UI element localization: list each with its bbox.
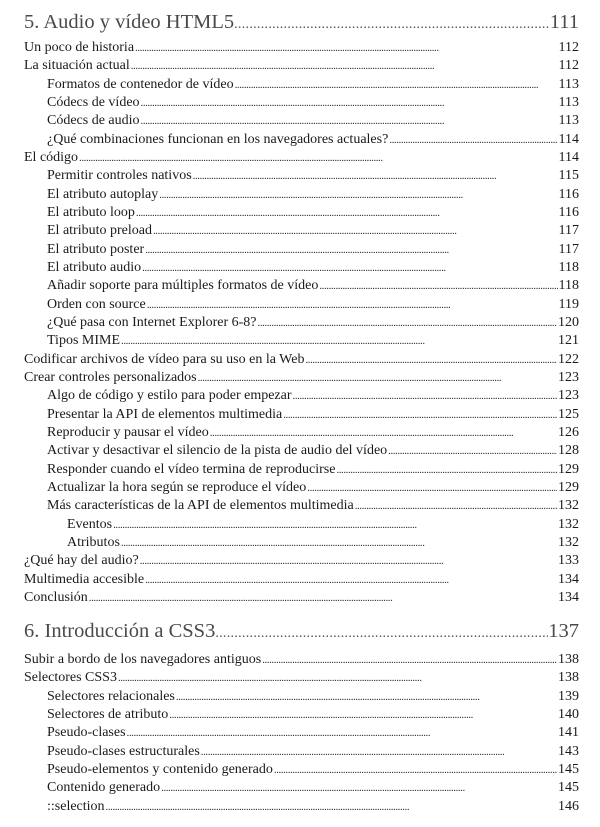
toc-entry xyxy=(24,94,579,112)
entry-title: ¿Qué hay del audio? xyxy=(24,552,140,570)
toc-entry xyxy=(24,688,579,706)
dot-leader xyxy=(283,406,557,424)
entry-title: ¿Qué combinaciones funcionan en los navegadores actuales? xyxy=(24,131,389,149)
toc-entry xyxy=(24,761,579,779)
entry-page: 134 xyxy=(558,571,579,587)
entry-page: 117 xyxy=(558,241,579,257)
entry-title: Eventos xyxy=(24,516,113,534)
entry-page: 122 xyxy=(558,351,579,367)
dot-leader xyxy=(389,131,557,149)
entry-page: 113 xyxy=(558,113,579,129)
dot-leader xyxy=(169,706,557,724)
toc-entry xyxy=(24,186,579,204)
dot-leader xyxy=(145,241,557,259)
toc-entry xyxy=(24,149,579,167)
entry-title: Actualizar la hora según se reproduce el vídeo xyxy=(24,479,307,497)
entry-title: El atributo audio xyxy=(24,259,142,277)
entry-page: 128 xyxy=(558,443,579,459)
dot-leader xyxy=(388,442,557,460)
entry-page: 129 xyxy=(558,461,579,477)
entry-title: Selectores relacionales xyxy=(24,688,176,706)
entry-title: Algo de código y estilo para poder empezar xyxy=(24,387,293,405)
dot-leader xyxy=(235,76,558,94)
chapter-title: 6. Introducción a CSS3 xyxy=(24,620,216,642)
dot-leader xyxy=(147,296,558,314)
toc-entry xyxy=(24,669,579,687)
dot-leader xyxy=(355,497,557,515)
entry-page: 112 xyxy=(558,40,579,55)
toc-entry xyxy=(24,259,579,277)
entry-title: Formatos de contenedor de vídeo xyxy=(24,76,235,94)
entry-page: 123 xyxy=(558,388,579,404)
chapter-title: 5. Audio y vídeo HTML5 xyxy=(24,11,235,33)
entry-title: Activar y desactivar el silencio de la pista de audio del vídeo xyxy=(24,442,388,460)
entry-title: Pseudo-clases xyxy=(24,724,127,742)
toc-entry xyxy=(24,76,579,94)
dot-leader xyxy=(141,112,558,130)
entry-page: 146 xyxy=(558,798,579,814)
entry-page: 113 xyxy=(558,76,579,92)
entry-title: El atributo autoplay xyxy=(24,186,159,204)
dot-leader xyxy=(106,798,557,816)
entry-title: Presentar la API de elementos multimedia xyxy=(24,406,283,424)
entry-title: Pseudo-elementos y contenido generado xyxy=(24,761,274,779)
entry-page: 123 xyxy=(558,369,579,385)
dot-leader xyxy=(79,149,557,167)
entry-page: 129 xyxy=(558,479,579,495)
toc-entry xyxy=(24,516,579,534)
entry-page: 112 xyxy=(558,58,579,74)
entry-title: El atributo poster xyxy=(24,241,145,259)
entry-title: Selectores de atributo xyxy=(24,706,169,724)
toc-entry xyxy=(24,534,579,552)
entry-title: Añadir soporte para múltiples formatos de vídeo xyxy=(24,277,319,295)
toc-entry xyxy=(24,497,579,515)
entry-page: 145 xyxy=(558,780,579,796)
toc-entry xyxy=(24,461,579,479)
dot-leader xyxy=(262,651,557,669)
dot-leader xyxy=(201,743,557,761)
toc-entry xyxy=(24,552,579,570)
entry-title: ¿Qué pasa con Internet Explorer 6-8? xyxy=(24,314,258,332)
entry-title: Un poco de historia xyxy=(24,39,135,57)
dot-leader xyxy=(198,369,557,387)
chapter-page: 111 xyxy=(549,11,579,33)
entry-page: 134 xyxy=(558,589,579,605)
entry-page: 138 xyxy=(558,652,579,667)
entry-page: 117 xyxy=(558,223,579,239)
toc-entry xyxy=(24,277,579,295)
toc-entry xyxy=(24,369,579,387)
dot-leader xyxy=(153,222,558,240)
toc-entry xyxy=(24,798,579,816)
entry-page: 140 xyxy=(558,706,579,722)
entry-page: 139 xyxy=(558,688,579,704)
toc-entry xyxy=(24,351,579,369)
toc-entry xyxy=(24,204,579,222)
dot-leader xyxy=(136,204,558,222)
dot-leader xyxy=(176,688,557,706)
entry-title: Reproducir y pausar el vídeo xyxy=(24,424,210,442)
toc-entry xyxy=(24,406,579,424)
toc-entry xyxy=(24,724,579,742)
entry-page: 115 xyxy=(558,168,579,184)
entry-title: Codificar archivos de vídeo para su uso en la Web xyxy=(24,351,305,369)
toc-entry xyxy=(24,387,579,405)
entry-page: 145 xyxy=(558,761,579,777)
entry-page: 119 xyxy=(558,296,579,312)
entry-page: 113 xyxy=(558,94,579,110)
dot-leader xyxy=(113,516,557,534)
dot-leader xyxy=(159,186,557,204)
dot-leader xyxy=(234,11,550,36)
dot-leader xyxy=(193,167,558,185)
dot-leader xyxy=(142,259,557,277)
toc-entry xyxy=(24,779,579,797)
entry-title: La situación actual xyxy=(24,57,131,75)
dot-leader xyxy=(121,534,557,552)
entry-title: Códecs de audio xyxy=(24,112,141,130)
entry-title: Multimedia accesible xyxy=(24,571,145,589)
entry-title: ::selection xyxy=(24,798,106,816)
dot-leader xyxy=(127,724,557,742)
entry-title: Crear controles personalizados xyxy=(24,369,198,387)
toc-entry xyxy=(24,424,579,442)
dot-leader xyxy=(118,669,557,687)
toc-entry xyxy=(24,222,579,240)
entry-page: 138 xyxy=(558,670,579,686)
entry-title: Contenido generado xyxy=(24,779,161,797)
dot-leader xyxy=(140,552,557,570)
dot-leader xyxy=(121,332,557,350)
dot-leader xyxy=(89,589,557,607)
entry-title: Pseudo-clases estructurales xyxy=(24,743,201,761)
dot-leader xyxy=(258,314,557,332)
toc-entry xyxy=(24,479,579,497)
entry-page: 132 xyxy=(558,498,579,514)
dot-leader xyxy=(307,479,557,497)
dot-leader xyxy=(145,571,557,589)
dot-leader xyxy=(215,620,548,645)
dot-leader xyxy=(336,461,557,479)
toc-entry xyxy=(24,57,579,75)
entry-page: 114 xyxy=(558,149,579,165)
chapter-6-entries xyxy=(24,651,579,816)
entry-page: 120 xyxy=(558,314,579,330)
toc-entry xyxy=(24,296,579,314)
entry-page: 132 xyxy=(558,516,579,532)
entry-title: Más características de la API de elementos multimedia xyxy=(24,497,355,515)
entry-page: 125 xyxy=(558,406,579,422)
toc-entry xyxy=(24,571,579,589)
entry-title: El atributo loop xyxy=(24,204,136,222)
entry-title: Códecs de vídeo xyxy=(24,94,141,112)
dot-leader xyxy=(210,424,557,442)
dot-leader xyxy=(131,57,558,75)
toc-entry xyxy=(24,651,579,669)
toc-entry xyxy=(24,167,579,185)
toc-entry xyxy=(24,589,579,607)
toc-entry xyxy=(24,743,579,761)
entry-title: Selectores CSS3 xyxy=(24,669,118,687)
toc-entry xyxy=(24,442,579,460)
toc-entry xyxy=(24,241,579,259)
entry-page: 143 xyxy=(558,743,579,759)
entry-page: 114 xyxy=(558,131,579,147)
dot-leader xyxy=(319,277,557,295)
toc-entry xyxy=(24,112,579,130)
entry-page: 141 xyxy=(558,725,579,741)
chapter-heading xyxy=(24,8,579,36)
dot-leader xyxy=(305,351,557,369)
toc-entry xyxy=(24,706,579,724)
chapter-5-entries xyxy=(24,39,579,607)
entry-title: Tipos MIME xyxy=(24,332,121,350)
entry-title: Atributos xyxy=(24,534,121,552)
dot-leader xyxy=(135,39,557,57)
chapter-page: 137 xyxy=(548,620,579,642)
entry-page: 118 xyxy=(558,278,579,294)
entry-title: Responder cuando el vídeo termina de reproducirse xyxy=(24,461,336,479)
toc-entry xyxy=(24,332,579,350)
entry-page: 126 xyxy=(558,424,579,440)
entry-page: 116 xyxy=(558,204,579,220)
entry-title: Permitir controles nativos xyxy=(24,167,193,185)
entry-title: Conclusión xyxy=(24,589,89,607)
dot-leader xyxy=(161,779,557,797)
entry-title: Orden con source xyxy=(24,296,147,314)
dot-leader xyxy=(141,94,558,112)
entry-title: El código xyxy=(24,149,79,167)
entry-page: 132 xyxy=(558,534,579,550)
entry-title: Subir a bordo de los navegadores antiguos xyxy=(24,651,262,669)
chapter-heading xyxy=(24,617,579,645)
toc-entry xyxy=(24,314,579,332)
entry-page: 118 xyxy=(558,259,579,275)
toc-entry xyxy=(24,39,579,57)
toc-entry xyxy=(24,131,579,149)
dot-leader xyxy=(293,387,557,405)
entry-page: 133 xyxy=(558,553,579,569)
entry-title: El atributo preload xyxy=(24,222,153,240)
entry-page: 121 xyxy=(558,333,579,349)
dot-leader xyxy=(274,761,557,779)
entry-page: 116 xyxy=(558,186,579,202)
